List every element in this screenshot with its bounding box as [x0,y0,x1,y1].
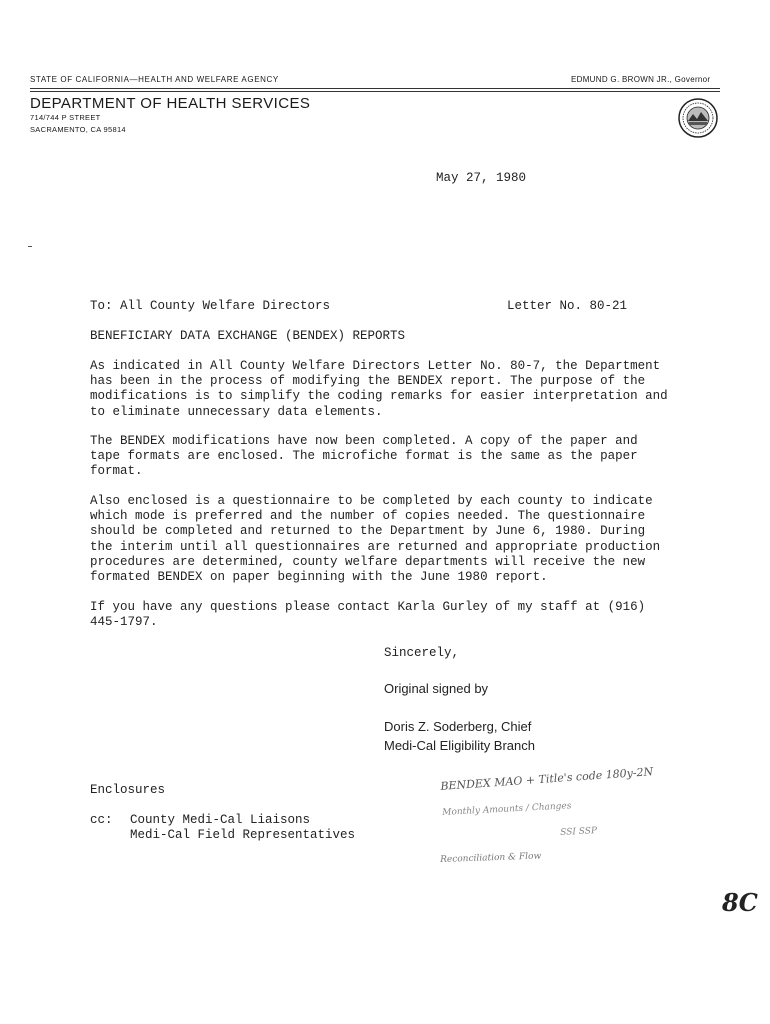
cc-recipient-2: Medi-Cal Field Representatives [130,828,356,842]
cc-recipient-1: County Medi-Cal Liaisons [130,813,311,827]
paragraph-3: Also enclosed is a questionnaire to be completed by each county to indicate which mode is preferred and the number of copies needed. The questionnaire should be completed and returned to the Department by June 6, 1980. During the interim until all questionnaires are returned and appropriate production procedures are determined, county welfare departments will receive the new formated BENDEX on paper beginning with the June 1980 report. [90,494,661,585]
state-seal-icon [678,98,718,138]
agency-name: STATE OF CALIFORNIA—HEALTH AND WELFARE AGENCY [30,75,279,84]
paragraph-2: The BENDEX modifications have now been completed. A copy of the paper and tape formats are enclosed. The microfiche format is the same as the paper format. [90,434,638,479]
paragraph-1: As indicated in All County Welfare Directors Letter No. 80-7, the Department has been in the process of modifying the BENDEX report. The purpose of the modifications is to simplify the coding remarks for easier interpretation and to eliminate unnecessary data elements. [90,359,668,419]
address-city: SACRAMENTO, CA 95814 [30,125,126,134]
signer-name: Doris Z. Soderberg, Chief [384,719,532,734]
header-rule [30,88,720,89]
letter-date: May 27, 1980 [436,171,527,185]
department-name: DEPARTMENT OF HEALTH SERVICES [30,95,311,112]
handwritten-note-2: Monthly Amounts / Changes [442,801,572,818]
signer-branch: Medi-Cal Eligibility Branch [384,738,535,753]
handwritten-corner-mark: 8C [722,888,758,917]
to-line: To: All County Welfare Directors [90,299,331,313]
original-signed: Original signed by [384,681,489,696]
handwritten-note-1: BENDEX MAO + Title's code 180y-2N [440,765,654,793]
letter-number: Letter No. 80-21 [507,299,628,313]
subject-line: BENEFICIARY DATA EXCHANGE (BENDEX) REPORTS [90,329,406,343]
header-rule-double [30,91,720,92]
handwritten-note-3: SSI SSP [560,826,598,838]
closing-sincerely: Sincerely, [384,646,460,660]
paragraph-4: If you have any questions please contact Karla Gurley of my staff at (916) 445-1797. [90,600,646,630]
handwritten-note-4: Reconciliation & Flow [440,851,542,865]
enclosures-label: Enclosures [90,783,166,797]
governor-name: EDMUND G. BROWN JR., Governor [571,75,711,84]
cc-label: cc: [90,813,113,827]
address-street: 714/744 P STREET [30,113,101,122]
margin-mark [28,246,32,247]
